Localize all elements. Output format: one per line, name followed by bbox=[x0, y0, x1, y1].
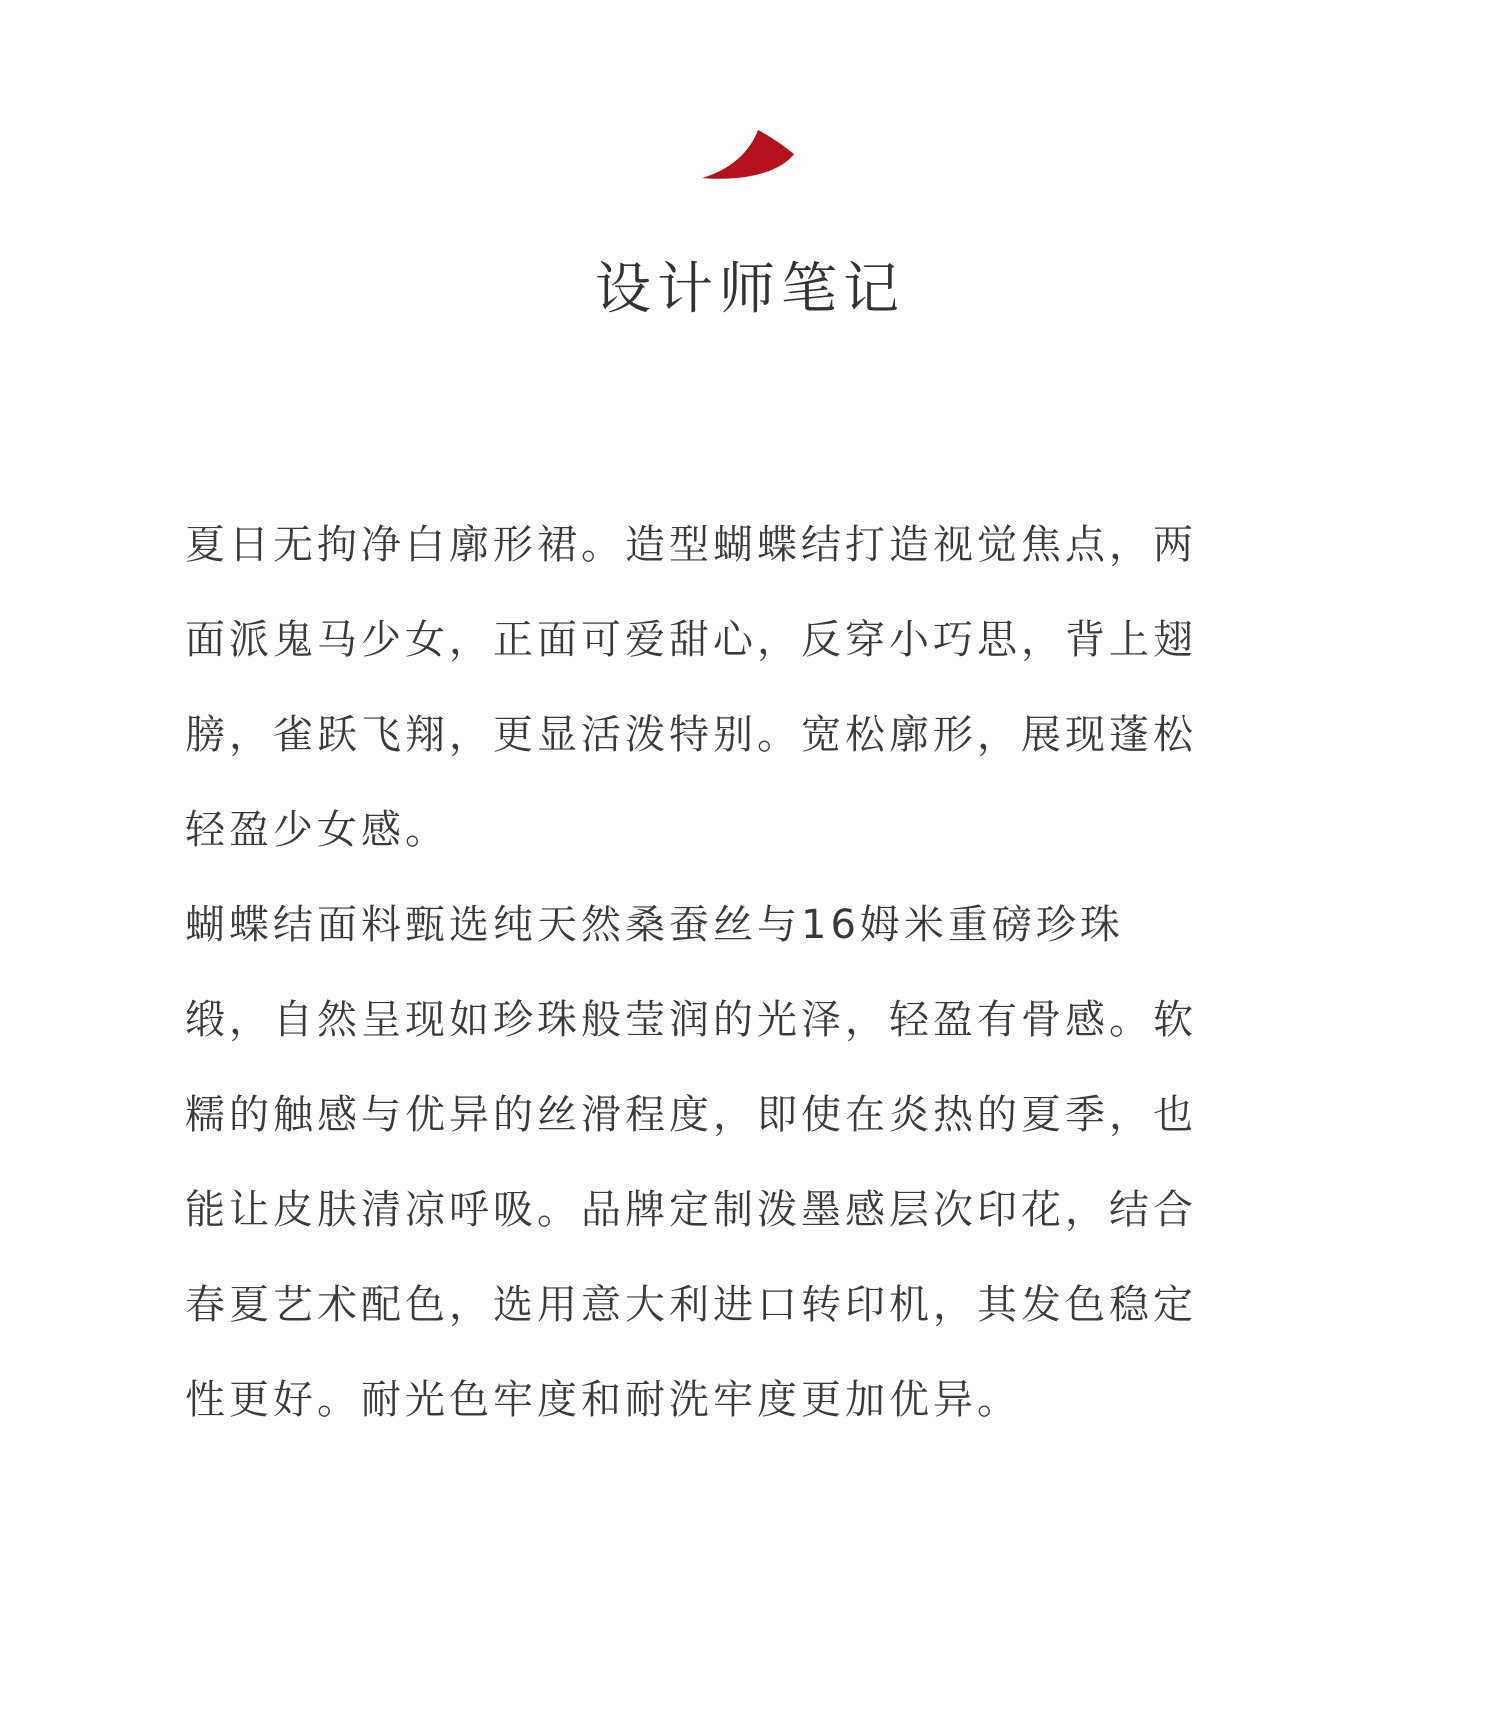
text-line: 能让皮肤清凉呼吸。品牌定制泼墨感层次印花，结合 bbox=[185, 1187, 1197, 1233]
brand-swoosh-shape bbox=[702, 130, 794, 179]
text-line: 膀，雀跃飞翔，更显活泼特别。宽松廓形，展现蓬松 bbox=[185, 712, 1197, 758]
text-line: 夏日无拘净白廓形裙。造型蝴蝶结打造视觉焦点，两 bbox=[185, 522, 1197, 568]
text-line: 糯的触感与优异的丝滑程度，即使在炎热的夏季，也 bbox=[185, 1092, 1197, 1138]
text-line: 轻盈少女感。 bbox=[185, 807, 449, 853]
paragraph-2 bbox=[185, 878, 1325, 1448]
text-line: 缎，自然呈现如珍珠般莹润的光泽，轻盈有骨感。软 bbox=[185, 997, 1197, 1043]
designer-notes-body bbox=[185, 498, 1325, 1448]
paragraph-1 bbox=[185, 498, 1325, 878]
text-line: 春夏艺术配色，选用意大利进口转印机，其发色稳定 bbox=[185, 1282, 1197, 1328]
brand-swoosh-icon bbox=[700, 126, 796, 186]
text-line: 蝴蝶结面料甄选纯天然桑蚕丝与16姆米重磅珍珠 bbox=[185, 902, 1124, 948]
text-line: 面派鬼马少女，正面可爱甜心，反穿小巧思，背上翅 bbox=[185, 617, 1197, 663]
page-title: 设计师笔记 bbox=[595, 257, 905, 322]
text-line: 性更好。耐光色牢度和耐洗牢度更加优异。 bbox=[185, 1377, 1021, 1423]
